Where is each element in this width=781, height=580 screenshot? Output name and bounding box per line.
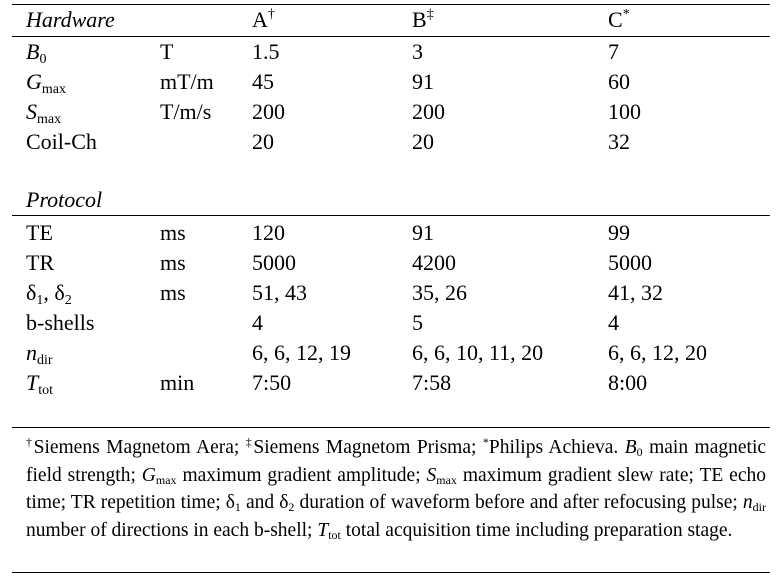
unit-cell: ms <box>160 220 186 245</box>
value-b: 5 <box>412 310 423 335</box>
unit-cell: T <box>160 39 174 64</box>
value-a: 51, 43 <box>252 280 307 305</box>
value-a: 7:50 <box>252 370 292 395</box>
param-cell: TE <box>26 220 53 245</box>
param-cell: $T_{tot}$ <box>26 370 54 398</box>
unit-cell: ms <box>160 250 186 275</box>
value-b: 20 <box>412 129 434 154</box>
value-b: 91 <box>412 69 434 94</box>
table-row-delta <box>12 278 770 308</box>
param-cell: Coil-Ch <box>26 129 97 154</box>
value-c: 99 <box>608 220 630 245</box>
table-row-te <box>12 218 770 248</box>
table-row-gmax <box>12 67 770 97</box>
value-a: 120 <box>252 220 285 245</box>
param-cell: $B_0$ <box>26 39 47 67</box>
value-b: 35, 26 <box>412 280 467 305</box>
param-cell: $G_{max}$ <box>26 69 66 97</box>
unit-cell: mT/m <box>160 69 214 94</box>
value-a: 5000 <box>252 250 296 275</box>
value-a: 200 <box>252 99 285 124</box>
param-cell: $S_{max}$ <box>26 99 62 127</box>
value-c: 60 <box>608 69 630 94</box>
value-a: 4 <box>252 310 263 335</box>
table-bottom-rule <box>12 427 770 428</box>
footnote-bottom-rule <box>12 572 770 573</box>
unit-cell: ms <box>160 280 186 305</box>
value-b: 200 <box>412 99 445 124</box>
col-b-header: B‡ <box>412 7 434 32</box>
unit-cell: min <box>160 370 195 395</box>
table-row-ndir <box>12 338 770 368</box>
param-cell: $n_{dir}$ <box>26 340 53 368</box>
value-a: 1.5 <box>252 39 280 64</box>
table-row-ttot <box>12 368 770 398</box>
col-a-header: A† <box>252 7 275 32</box>
value-a: 6, 6, 12, 19 <box>252 340 351 365</box>
value-c: 8:00 <box>608 370 648 395</box>
unit-cell: T/m/s <box>160 99 212 124</box>
hardware-header-row <box>12 5 770 35</box>
hardware-label: Hardware <box>26 7 115 32</box>
value-c: 32 <box>608 129 630 154</box>
table-footnote: †Siemens Magnetom Aera; ‡Siemens Magnetom Prisma; *Philips Achieva. $B_0$ main magnetic field strength; $G_{max}$ maximum gradient amplitude; $S_{max}$ maximum gradient slew rate; TE echo time; TR repetition time; $\delta_1$ and $\delta_2$ duration of waveform before and after refocusing pulse; $n_{dir}$ number of directions in each b-shell; $T_{tot}$ total acquisition time including preparation stage. <box>26 435 767 542</box>
protocol-header-row <box>12 185 770 215</box>
col-c-header: C* <box>608 7 630 32</box>
table-row-b0 <box>12 37 770 67</box>
protocol-label: Protocol <box>26 187 103 212</box>
value-c: 7 <box>608 39 619 64</box>
value-c: 100 <box>608 99 641 124</box>
table-row-coil <box>12 127 770 157</box>
param-cell: $\delta_1$, $\delta_2$ <box>26 280 72 308</box>
value-b: 7:58 <box>412 370 452 395</box>
value-c: 6, 6, 12, 20 <box>608 340 707 365</box>
table-row-bshells <box>12 308 770 338</box>
value-c: 5000 <box>608 250 652 275</box>
value-a: 20 <box>252 129 274 154</box>
value-a: 45 <box>252 69 274 94</box>
param-cell: b-shells <box>26 310 95 335</box>
param-cell: TR <box>26 250 55 275</box>
protocol-rule <box>12 215 770 216</box>
value-c: 41, 32 <box>608 280 663 305</box>
table-row-tr <box>12 248 770 278</box>
value-b: 6, 6, 10, 11, 20 <box>412 340 544 365</box>
value-b: 3 <box>412 39 423 64</box>
value-b: 4200 <box>412 250 456 275</box>
table-row-smax <box>12 97 770 127</box>
value-b: 91 <box>412 220 434 245</box>
value-c: 4 <box>608 310 619 335</box>
